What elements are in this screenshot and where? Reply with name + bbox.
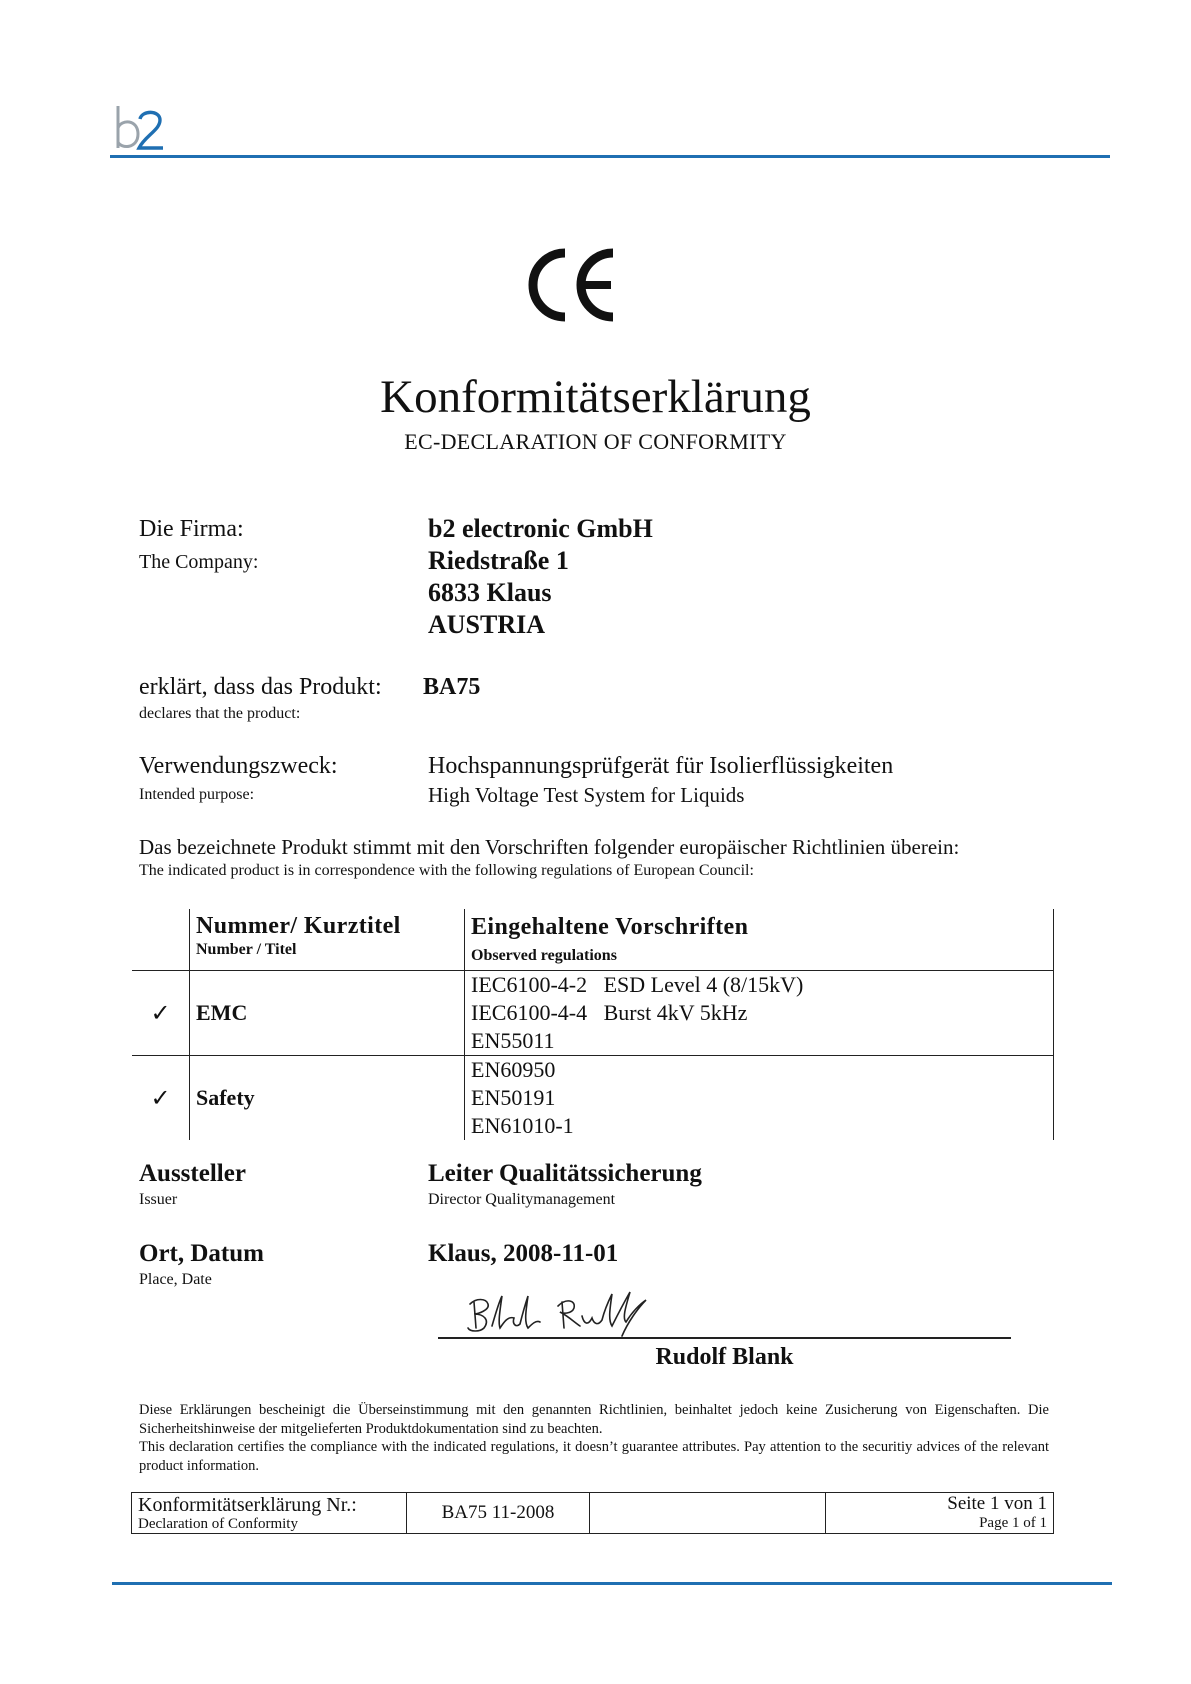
row-title: Safety (190, 1056, 465, 1141)
col2-header-de: Eingehaltene Vorschriften (471, 914, 749, 940)
disclaimer-de: Diese Erklärungen bescheinigt die Überseinstimmung mit den genannten Richtlinien, beinhaltet jedoch keine Zusicherung von Eigenschaften. Die Sicherheitshinweise der mitgelieferten Produktdokumentation sind zu beachten. (139, 1402, 1049, 1437)
header-rule (110, 155, 1110, 158)
col1-header-de: Nummer/ Kurztitel (196, 913, 401, 939)
company-name: b2 electronic GmbH (428, 514, 653, 543)
issuer-value-en: Director Qualitymanagement (428, 1191, 616, 1208)
b2-logo (115, 104, 167, 152)
product-label-de: erklärt, dass das Produkt: (139, 674, 382, 700)
issuer-label-de: Aussteller (139, 1160, 246, 1187)
purpose-label-de: Verwendungszweck: (139, 753, 338, 779)
company-label-en: The Company: (139, 551, 259, 573)
company-country: AUSTRIA (428, 610, 546, 639)
regulation-item: EN60950 (471, 1057, 556, 1082)
product-value: BA75 (423, 674, 481, 700)
table-header-title (190, 909, 465, 971)
purpose-value-en: High Voltage Test System for Liquids (428, 783, 745, 807)
footer-label-en: Declaration of Conformity (138, 1515, 298, 1532)
statement-en: The indicated product is in correspondence with the following regulations of European Council: (139, 862, 754, 879)
company-city: 6833 Klaus (428, 578, 552, 607)
regulation-item: IEC6100-4-2 ESD Level 4 (8/15kV) (471, 972, 804, 997)
col2-header-en: Observed regulations (471, 947, 617, 964)
footer-label-cell (132, 1493, 407, 1534)
ce-mark-icon (527, 246, 617, 324)
footer-rule (112, 1582, 1112, 1585)
disclaimer (139, 1401, 1049, 1475)
purpose-label-en: Intended purpose: (139, 786, 255, 803)
company-label-de: Die Firma: (139, 516, 244, 542)
declaration-number: BA75 11-2008 (407, 1493, 590, 1534)
row-title: EMC (190, 971, 465, 1056)
handwritten-signature (462, 1282, 662, 1338)
page-number-de: Seite 1 von 1 (947, 1493, 1047, 1515)
footer-table (131, 1492, 1054, 1534)
table-header-row (132, 909, 1054, 971)
page-number-en: Page 1 of 1 (979, 1515, 1047, 1532)
table-row (132, 971, 1054, 1056)
regulation-item: EN50191 (471, 1085, 556, 1110)
signature-line (438, 1337, 1011, 1339)
place-date-label-de: Ort, Datum (139, 1240, 264, 1267)
footer-label-de: Konformitätserklärung Nr.: (138, 1493, 357, 1516)
company-street: Riedstraße 1 (428, 546, 569, 575)
regulations-table (132, 909, 1054, 1140)
document-subtitle: EC-DECLARATION OF CONFORMITY (404, 429, 787, 454)
place-date-label-en: Place, Date (139, 1271, 212, 1288)
disclaimer-en: This declaration certifies the compliance with the indicated regulations, it doesn’t guarantee attributes. Pay attention to the securitiy advices of the relevant product information. (139, 1439, 1049, 1474)
place-date-value: Klaus, 2008-11-01 (428, 1240, 619, 1267)
purpose-value-de: Hochspannungsprüfgerät für Isolierflüssigkeiten (428, 753, 894, 779)
table-header-regs (465, 909, 1054, 971)
table-row (132, 1056, 1054, 1141)
regulation-item: IEC6100-4-4 Burst 4kV 5kHz (471, 1000, 748, 1025)
regulation-item: EN61010-1 (471, 1113, 574, 1138)
footer-page-cell (826, 1493, 1054, 1534)
issuer-label-en: Issuer (139, 1191, 178, 1208)
col1-header-en: Number / Titel (196, 941, 297, 958)
footer-empty-cell (590, 1493, 826, 1534)
footer-row (132, 1493, 1054, 1534)
signatory-name: Rudolf Blank (655, 1344, 794, 1370)
issuer-value-de: Leiter Qualitätssicherung (428, 1160, 702, 1187)
product-label-en: declares that the product: (139, 705, 301, 722)
check-mark: ✓ (132, 1056, 190, 1141)
statement-de: Das bezeichnete Produkt stimmt mit den Vorschriften folgender europäischer Richtlinien überein: (139, 835, 960, 859)
check-mark: ✓ (132, 971, 190, 1056)
regulation-item: EN55011 (471, 1028, 555, 1053)
document-title: Konformitätserklärung (380, 371, 811, 423)
